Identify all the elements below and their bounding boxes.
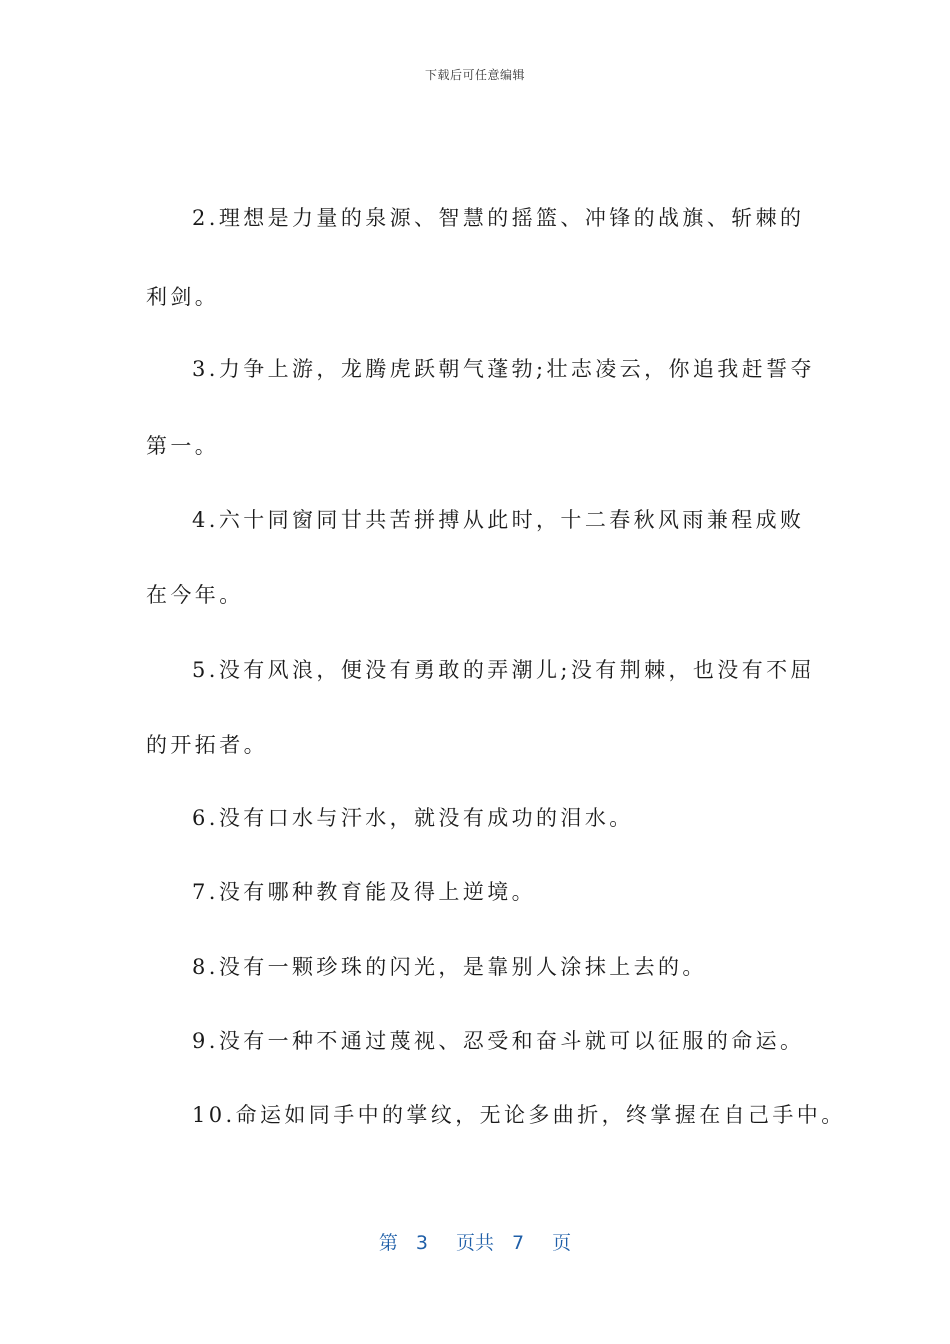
total-pages-number: 7: [512, 1232, 525, 1254]
paragraph-line: 在今年。: [146, 583, 244, 607]
paragraph-line: 3.力争上游，龙腾虎跃朝气蓬勃;壮志凌云，你追我赶誓夺: [192, 357, 815, 381]
paragraph-line: 9.没有一种不通过蔑视、忍受和奋斗就可以征服的命运。: [192, 1029, 805, 1053]
paragraph-line: 利剑。: [146, 285, 220, 309]
footer-middle: 页共: [455, 1232, 494, 1254]
page-number-footer: [0, 1228, 950, 1255]
paragraph-line: 10.命运如同手中的掌纹，无论多曲折，终掌握在自己手中。: [192, 1103, 846, 1127]
paragraph-line: 2.理想是力量的泉源、智慧的摇篮、冲锋的战旗、斩棘的: [192, 206, 805, 230]
paragraph-line: 4.六十同窗同甘共苦拼搏从此时，十二春秋风雨兼程成败: [192, 508, 805, 532]
paragraph-line: 的开拓者。: [146, 733, 268, 757]
page-header-note: 下载后可任意编辑: [424, 68, 525, 82]
paragraph-line: 7.没有哪种教育能及得上逆境。: [192, 880, 537, 904]
footer-prefix: 第: [378, 1232, 398, 1254]
paragraph-line: 第一。: [146, 434, 220, 458]
paragraph-line: 8.没有一颗珍珠的闪光，是靠别人涂抹上去的。: [192, 955, 707, 979]
footer-suffix: 页: [552, 1232, 572, 1254]
paragraph-line: 6.没有口水与汗水，就没有成功的泪水。: [192, 806, 634, 830]
paragraph-line: 5.没有风浪，便没有勇敢的弄潮儿;没有荆棘，也没有不屈: [192, 658, 815, 682]
current-page-number: 3: [415, 1232, 428, 1254]
